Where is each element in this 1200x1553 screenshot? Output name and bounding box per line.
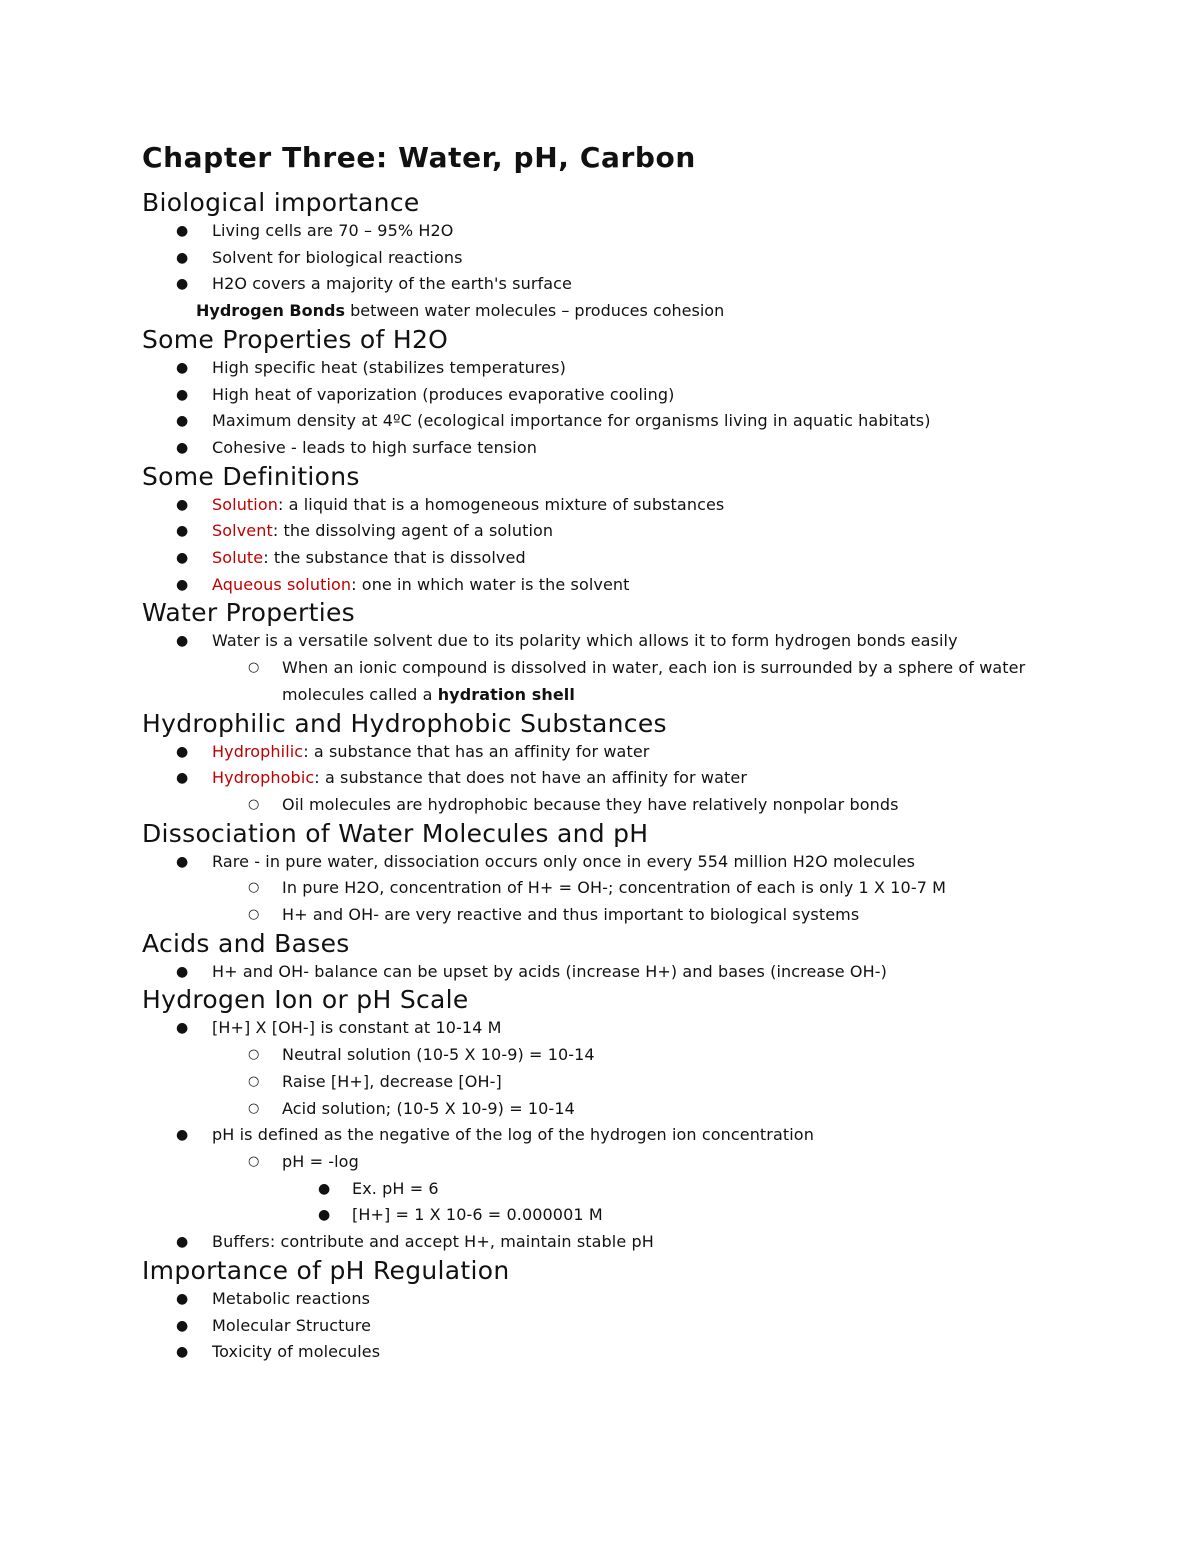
list-item: ● Living cells are 70 – 95% H2O [142, 218, 1082, 245]
definition-item: ● Solute: the substance that is dissolved [142, 545, 1082, 572]
bullet-icon: ● [176, 576, 189, 593]
section-heading-dissociation: Dissociation of Water Molecules and pH [142, 818, 649, 848]
sub-list-item: ○ Acid solution; (10-5 X 10-9) = 10-14 [142, 1096, 1082, 1123]
sub-list-item: ○ In pure H2O, concentration of H+ = OH-; concentration of each is only 1 X 10-7 M [142, 875, 1082, 902]
list-item: ● Maximum density at 4ºC (ecological importance for organisms living in aquatic habitats) [142, 408, 1082, 435]
bullet-icon: ● [176, 550, 189, 567]
sub-sub-list-item: ● [H+] = 1 X 10-6 = 0.000001 M [142, 1202, 1082, 1229]
circle-bullet-icon: ○ [248, 907, 260, 923]
list-item: ● Buffers: contribute and accept H+, maintain stable pH [142, 1229, 1082, 1256]
section-heading-acids-bases: Acids and Bases [142, 928, 350, 958]
definition-item: ● Aqueous solution: one in which water is the solvent [142, 572, 1082, 599]
bullet-list-ph-regulation [142, 1286, 1082, 1366]
bullet-icon: ● [176, 359, 189, 376]
definition-item: ● Solution: a liquid that is a homogeneous mixture of substances [142, 492, 1082, 519]
definition-term: Hydrophobic [212, 768, 315, 788]
list-item: ● Molecular Structure [142, 1313, 1082, 1340]
definition-term: Aqueous solution [212, 574, 352, 594]
bullet-list-acids-bases [142, 959, 1082, 986]
chapter-title: Chapter Three: Water, pH, Carbon [142, 141, 696, 174]
bullet-icon: ● [176, 249, 189, 266]
bullet-icon: ● [176, 439, 189, 456]
bullet-list-water-properties [142, 628, 1082, 708]
circle-bullet-icon: ○ [248, 1153, 260, 1169]
list-item: ● Cohesive - leads to high surface tension [142, 435, 1082, 462]
bullet-icon: ● [176, 496, 189, 513]
circle-bullet-icon: ○ [248, 1100, 260, 1116]
bullet-icon: ● [176, 523, 189, 540]
sub-list-item: ○ Oil molecules are hydrophobic because they have relatively nonpolar bonds [142, 792, 1082, 819]
section-heading-water-properties: Water Properties [142, 598, 355, 628]
list-item: ● pH is defined as the negative of the log of the hydrogen ion concentration [142, 1122, 1082, 1149]
bullet-icon: ● [176, 276, 189, 293]
list-item: ● H2O covers a majority of the earth's surface [142, 271, 1082, 298]
sub-list-item: ○ When an ionic compound is dissolved in water, each ion is surrounded by a sphere of water molecules called a hydration shell [142, 655, 1082, 708]
definition-term: Solvent [212, 521, 273, 541]
bullet-icon: ● [176, 1290, 189, 1307]
sub-list-item: ○ Neutral solution (10-5 X 10-9) = 10-14 [142, 1042, 1082, 1069]
bullet-icon: ● [176, 1127, 189, 1144]
list-item: ● Rare - in pure water, dissociation occurs only once in every 554 million H2O molecules [142, 849, 1082, 876]
section-heading-ph-scale: Hydrogen Ion or pH Scale [142, 985, 469, 1015]
list-item: ● H+ and OH- balance can be upset by acids (increase H+) and bases (increase OH-) [142, 959, 1082, 986]
sub-list-item: ○ H+ and OH- are very reactive and thus important to biological systems [142, 902, 1082, 929]
bullet-list-hydrophilic-hydrophobic [142, 739, 1082, 819]
sub-list-item: ○ Raise [H+], decrease [OH-] [142, 1069, 1082, 1096]
bullet-list-ph-scale [142, 1015, 1082, 1255]
definition-item: ● Hydrophobic: a substance that does not have an affinity for water [142, 765, 1082, 792]
bullet-icon: ● [176, 413, 189, 430]
circle-bullet-icon: ○ [248, 880, 260, 896]
bullet-icon: ● [176, 743, 189, 760]
sub-list-item: ○ pH = -log [142, 1149, 1082, 1176]
definition-term: Solute [212, 548, 264, 568]
list-item: ● High specific heat (stabilizes temperatures) [142, 355, 1082, 382]
sub-sub-list-item: ● Ex. pH = 6 [142, 1176, 1082, 1203]
bullet-icon: ● [176, 853, 189, 870]
section-heading-ph-regulation: Importance of pH Regulation [142, 1255, 510, 1285]
circle-bullet-icon: ○ [248, 1073, 260, 1089]
hydrogen-bonds-line: Hydrogen Bonds between water molecules – produces cohesion [196, 301, 725, 321]
bullet-list-dissociation [142, 849, 1082, 929]
circle-bullet-icon: ○ [248, 796, 260, 812]
bullet-icon: ● [318, 1180, 331, 1197]
hydrogen-bonds-term: Hydrogen Bonds [196, 301, 345, 321]
bullet-icon: ● [176, 1344, 189, 1361]
bullet-icon: ● [176, 386, 189, 403]
section-heading-properties-h2o: Some Properties of H2O [142, 324, 449, 354]
bullet-icon: ● [176, 963, 189, 980]
bullet-list-definitions [142, 492, 1082, 599]
bullet-icon: ● [176, 1020, 189, 1037]
list-item: ● Toxicity of molecules [142, 1339, 1082, 1366]
section-heading-biological-importance: Biological importance [142, 188, 420, 217]
bullet-icon: ● [176, 1234, 189, 1251]
list-item: ● Solvent for biological reactions [142, 245, 1082, 272]
list-item: ● Water is a versatile solvent due to its polarity which allows it to form hydrogen bonds easily [142, 628, 1082, 655]
bullet-icon: ● [176, 1317, 189, 1334]
bullet-icon: ● [176, 633, 189, 650]
hydration-shell-term: hydration shell [437, 684, 575, 704]
bullet-icon: ● [176, 770, 189, 787]
list-item: ● [H+] X [OH-] is constant at 10-14 M [142, 1015, 1082, 1042]
list-item: ● High heat of vaporization (produces evaporative cooling) [142, 382, 1082, 409]
definition-term: Solution [212, 494, 278, 514]
bullet-icon: ● [318, 1207, 331, 1224]
list-item: ● Metabolic reactions [142, 1286, 1082, 1313]
section-heading-hydrophilic-hydrophobic: Hydrophilic and Hydrophobic Substances [142, 708, 667, 738]
definition-term: Hydrophilic [212, 741, 304, 761]
definition-item: ● Hydrophilic: a substance that has an affinity for water [142, 739, 1082, 766]
section-heading-definitions: Some Definitions [142, 461, 360, 491]
bullet-list-biological-importance [142, 218, 1082, 298]
document-body [142, 138, 1082, 1366]
bullet-list-properties-h2o [142, 355, 1082, 462]
definition-item: ● Solvent: the dissolving agent of a solution [142, 518, 1082, 545]
bullet-icon: ● [176, 223, 189, 239]
circle-bullet-icon: ○ [248, 1047, 260, 1063]
circle-bullet-icon: ○ [248, 660, 260, 676]
